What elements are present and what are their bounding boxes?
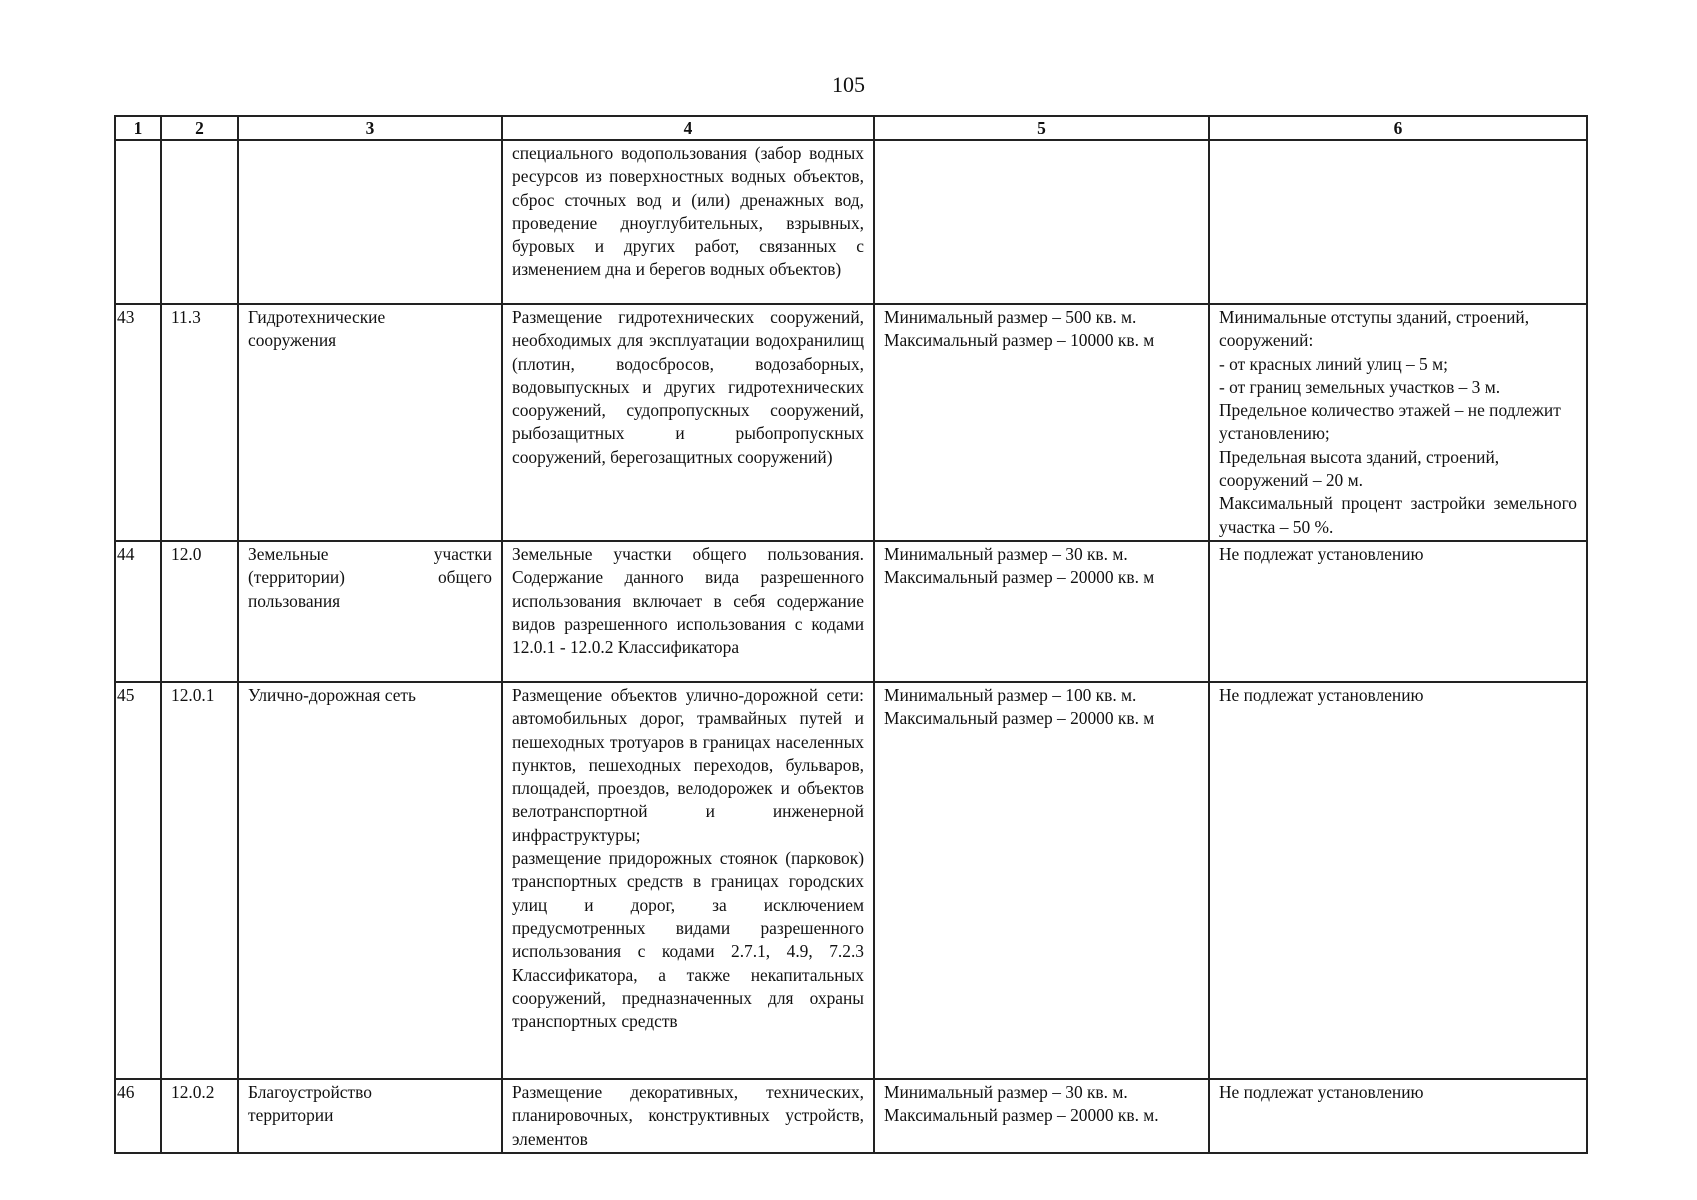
size-max: Максимальный размер – 20000 кв. м — [884, 567, 1155, 588]
row-description: Размещение гидротехнических сооружений, необходимых для эксплуатации водохранилищ (плотин, водосбросов, водозаборных, водовыпускных и других гидротехнических сооружений, судопропускных сооружений, рыбозащитных и рыбопропускных сооружений, берегозащитных сооружений) — [502, 304, 874, 541]
size-min: Минимальный размер – 30 кв. м. — [884, 1081, 1128, 1102]
table-row — [115, 541, 1587, 682]
size-max: Максимальный размер – 20000 кв. м — [884, 708, 1155, 729]
row-number: 44 — [115, 541, 161, 682]
row-size-limits — [874, 1079, 1209, 1153]
param-line: - от красных линий улиц – 5 м; — [1219, 353, 1448, 374]
param-line: Максимальный процент застройки земельного участка – 50 %. — [1219, 493, 1577, 537]
row-size-limits — [874, 541, 1209, 682]
row-number: 46 — [115, 1079, 161, 1153]
param-line: Предельная высота зданий, строений, сооружений – 20 м. — [1219, 446, 1500, 491]
size-min: Минимальный размер – 30 кв. м. — [884, 543, 1128, 564]
row-description — [502, 682, 874, 1079]
land-use-table — [114, 115, 1588, 1154]
column-header: 1 — [115, 116, 161, 140]
param-line: Предельное количество этажей – не подлежит установлению; — [1219, 400, 1561, 444]
description-paragraph: размещение придорожных стоянок (парковок) транспортных средств в границах городских улиц и дорог, за исключением предусмотренных видами разрешенного использования с кодами 2.7.1, 4.9, 7.2.3 Классификатора, а также некапитальных сооружений, предназначенных для охраны транспортных средств — [512, 848, 864, 1032]
param-line: - от границ земельных участков – 3 м. — [1219, 376, 1501, 397]
row-size-limits — [874, 682, 1209, 1079]
column-header: 5 — [874, 116, 1209, 140]
row-name: Улично-дорожная сеть — [238, 682, 502, 1079]
column-header: 3 — [238, 116, 502, 140]
row-parameters — [1209, 1079, 1587, 1153]
row-parameters — [1209, 304, 1587, 541]
row-description: Размещение декоративных, технических, планировочных, конструктивных устройств, элементов — [502, 1079, 874, 1153]
table-row — [115, 140, 1587, 304]
table-row — [115, 682, 1587, 1079]
param-line: Минимальные отступы зданий, строений, сооружений: — [1219, 307, 1530, 351]
row-size-limits — [874, 304, 1209, 541]
description-paragraph: Размещение объектов улично-дорожной сети: автомобильных дорог, трамвайных путей и пешеходных тротуаров в границах населенных пунктов, пешеходных переходов, бульваров, площадей, проездов, велодорожек и объектов велотранспортной и инженерной инфраструктуры; — [512, 684, 864, 845]
row-name: Земельные участки (территории) общего пользования — [238, 541, 502, 682]
header-row — [115, 116, 1587, 140]
param-line: Не подлежат установлению — [1219, 1081, 1424, 1102]
size-min: Минимальный размер – 500 кв. м. — [884, 307, 1137, 327]
row-name: Благоустройство территории — [238, 1079, 502, 1153]
row-parameters — [1209, 682, 1587, 1079]
size-max: Максимальный размер – 10000 кв. м — [884, 330, 1155, 351]
table-row — [115, 1079, 1587, 1153]
row-code: 11.3 — [161, 304, 238, 541]
param-line: Не подлежат установлению — [1219, 684, 1424, 705]
row-code: 12.0.2 — [161, 1079, 238, 1153]
column-header: 6 — [1209, 116, 1587, 140]
row-code: 12.0 — [161, 541, 238, 682]
row-code: 12.0.1 — [161, 682, 238, 1079]
column-header: 2 — [161, 116, 238, 140]
table-row — [115, 304, 1587, 541]
size-min: Минимальный размер – 100 кв. м. — [884, 684, 1137, 705]
row-name: Гидротехнические сооружения — [238, 304, 502, 541]
row-number: 45 — [115, 682, 161, 1079]
size-max: Максимальный размер – 20000 кв. м. — [884, 1105, 1159, 1126]
param-line: Не подлежат установлению — [1219, 543, 1424, 564]
page-number: 105 — [832, 72, 865, 97]
row-parameters — [1209, 541, 1587, 682]
continuation-description: специального водопользования (забор водных ресурсов из поверхностных водных объектов, сброс сточных вод и (или) дренажных вод, проведение дноуглубительных, взрывных, буровых и других работ, связанных с изменением дна и берегов водных объектов) — [502, 140, 874, 304]
row-description: Земельные участки общего пользования. Содержание данного вида разрешенного использования включает в себя содержание видов разрешенного использования с кодами 12.0.1 - 12.0.2 Классификатора — [502, 541, 874, 682]
column-header: 4 — [502, 116, 874, 140]
row-number: 43 — [115, 304, 161, 541]
